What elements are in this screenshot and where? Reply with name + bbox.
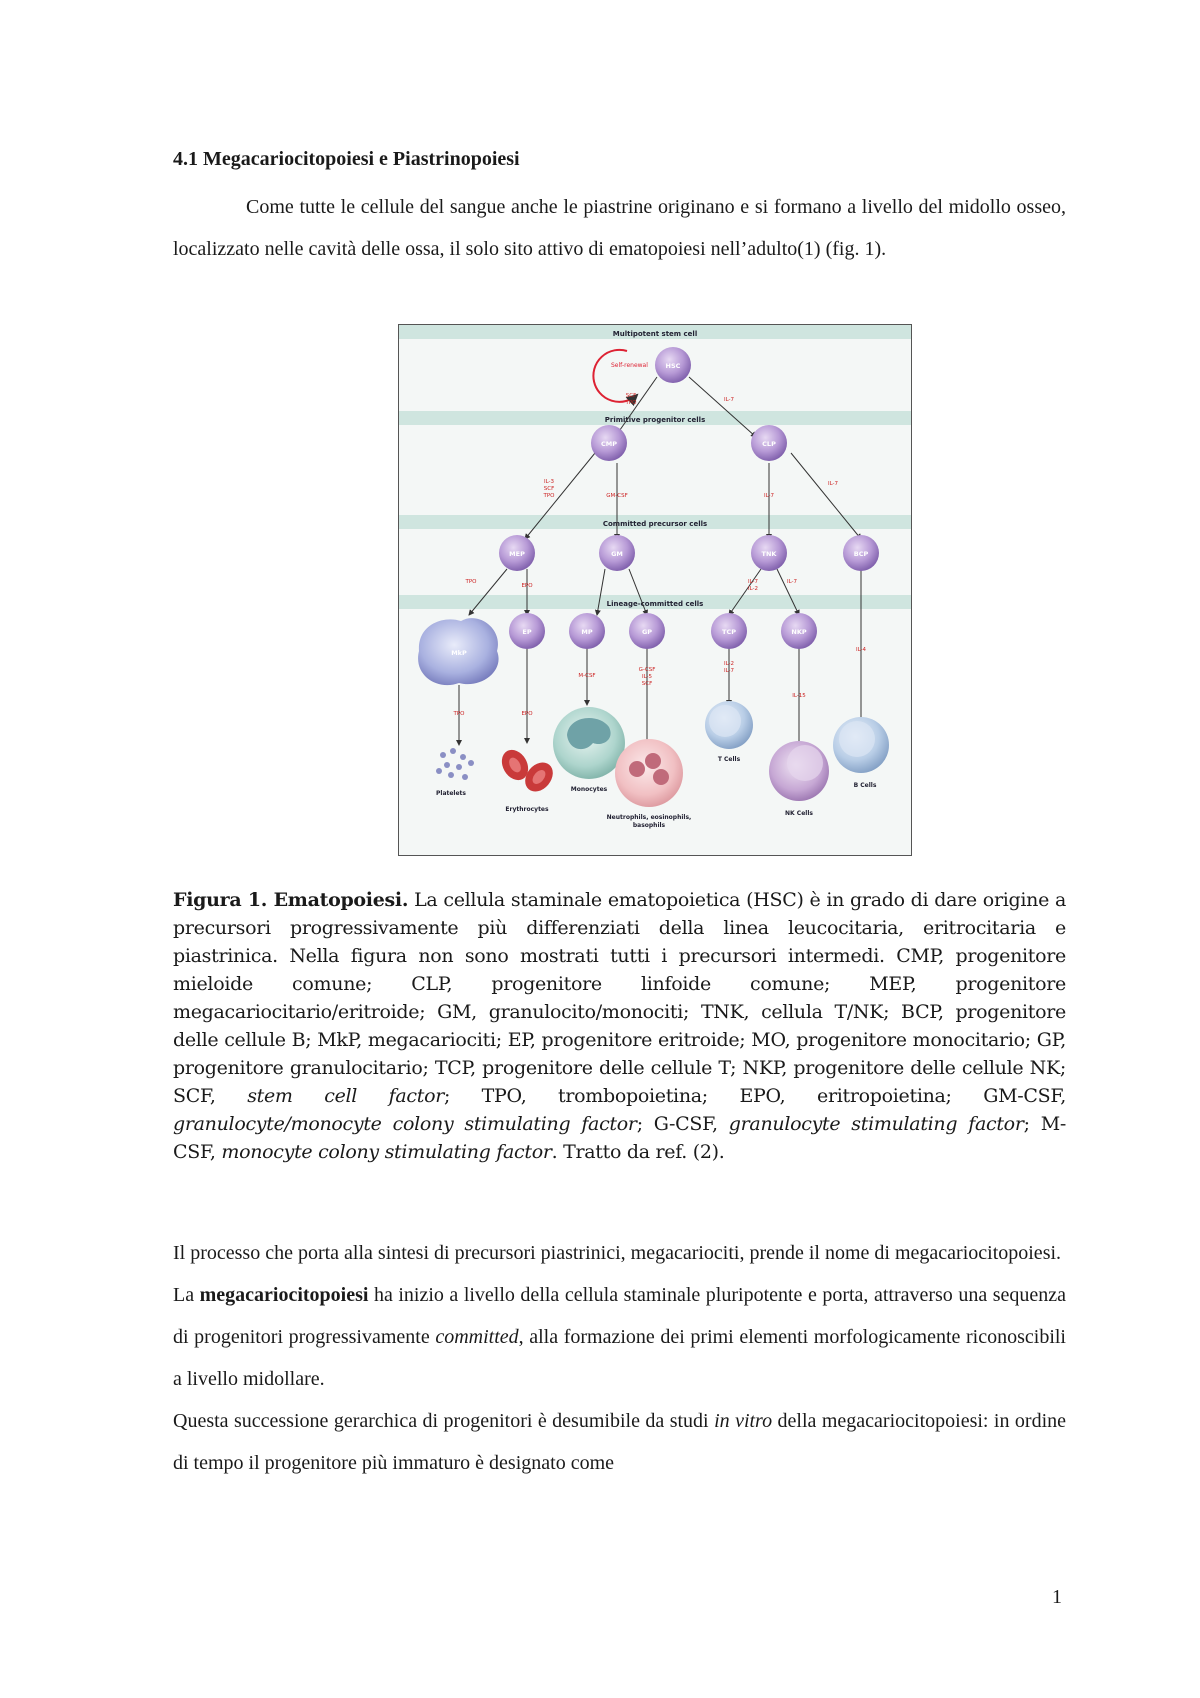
- label-bcells: B Cells: [853, 782, 877, 789]
- cell-label-ep: EP: [522, 628, 532, 636]
- neutrophil-icon: [615, 739, 683, 807]
- body-paragraph-2: [173, 1274, 1066, 1400]
- paragraph-text: della megacariocitopoiesi: in ordine di tempo il progenitore più immaturo è designato come: [173, 1410, 1067, 1474]
- caption-italic: monocyte colony stimulating factor: [221, 1141, 552, 1163]
- factor-label: IL-7: [723, 668, 735, 674]
- caption-text: ; TPO, trombopoietina; EPO, eritropoietina; GM-CSF,: [444, 1085, 1067, 1107]
- monocyte-icon: [553, 707, 625, 779]
- cell-label-cmp: CMP: [600, 440, 618, 448]
- factor-label: TPO: [543, 493, 555, 499]
- factor-label: TPO: [465, 579, 477, 585]
- paragraph-text: La: [173, 1284, 200, 1306]
- label-tcells: T Cells: [717, 756, 741, 763]
- caption-text: ; M-CSF,: [173, 1113, 1066, 1163]
- page-number: 1: [1052, 1586, 1062, 1608]
- cell-label-bcp: BCP: [853, 550, 869, 558]
- caption-italic: stem cell factor: [247, 1085, 444, 1107]
- erythrocytes-icon: [497, 745, 559, 797]
- label-erythrocytes: Erythrocytes: [505, 806, 549, 813]
- factor-label: IL-7: [827, 481, 839, 487]
- band-label-stem: Multipotent stem cell: [612, 330, 698, 338]
- paragraph-text: Questa successione gerarchica di progenitori è desumibile da studi: [173, 1410, 715, 1432]
- factor-label: IL-4: [855, 647, 867, 653]
- factor-label: IL-3: [543, 479, 555, 485]
- body-paragraph-3: [173, 1400, 1066, 1484]
- cell-label-gm: GM: [611, 550, 623, 558]
- factor-label: IL-7: [747, 579, 759, 585]
- factor-label: EPO: [521, 583, 533, 589]
- label-monocytes: Monocytes: [570, 786, 608, 793]
- factor-label: IL-15: [792, 693, 806, 699]
- label-neutrophils: Neutrophils, eosinophils,: [606, 814, 692, 821]
- cell-label-mkp: MkP: [451, 649, 467, 657]
- cell-label-clp: CLP: [762, 440, 776, 448]
- factor-label: TPO: [453, 711, 465, 717]
- factor-label: IL-7: [786, 579, 798, 585]
- intro-text: Come tutte le cellule del sangue anche le piastrine originano e si formano a livello del midollo osseo, localizzato nelle cavità delle ossa, il solo sito attivo di ematopoiesi nell’adulto(1) (fig. 1).: [173, 196, 1066, 260]
- factor-label: SCF: [543, 486, 555, 492]
- intro-paragraph: [173, 186, 1066, 270]
- factor-label: SCF: [625, 393, 637, 399]
- b-cell-icon: [833, 717, 889, 773]
- caption-text: ; G-CSF,: [636, 1113, 729, 1135]
- factor-label: TPO: [625, 400, 637, 406]
- factor-label: IL-2: [723, 661, 735, 667]
- body-text: [173, 1232, 1066, 1484]
- factor-label: IL-7: [723, 397, 735, 403]
- nk-cell-icon: [769, 741, 829, 801]
- label-platelets: Platelets: [435, 790, 467, 797]
- factor-label: IL-2: [747, 586, 759, 592]
- paragraph-italic: in vitro: [714, 1410, 773, 1432]
- paragraph-bold: megacariocitopoiesi: [199, 1284, 369, 1306]
- caption-label: Figura 1. Ematopoiesi.: [173, 889, 409, 911]
- factor-label: GM-CSF: [606, 493, 628, 499]
- paragraph-text: Il processo che porta alla sintesi di precursori piastrinici, megacariociti, prende il nome di megacariocitopoiesi.: [173, 1242, 1062, 1264]
- caption-italic: granulocyte stimulating factor: [728, 1113, 1024, 1135]
- t-cell-icon: [705, 701, 753, 749]
- factor-label: M-CSF: [578, 673, 596, 679]
- cell-label-mp: MP: [581, 628, 593, 636]
- section-heading: 4.1 Megacariocitopoiesi e Piastrinopoiesi: [173, 148, 520, 170]
- label-basophils: basophils: [632, 822, 666, 829]
- paragraph-text: ha inizio a livello della cellula staminale pluripotente e porta, attraverso una sequenza di progenitori progressivamente: [173, 1284, 1066, 1348]
- self-renewal-label: Self-renewal: [611, 362, 648, 369]
- factor-label: IL-5: [641, 674, 653, 680]
- caption-text: . Tratto da ref. (2).: [551, 1141, 725, 1163]
- caption-italic: granulocyte/monocyte colony stimulating factor: [173, 1113, 637, 1135]
- paragraph-italic: committed: [435, 1326, 519, 1348]
- body-paragraph-1: [173, 1232, 1066, 1274]
- factor-label: G-CSF: [638, 667, 656, 673]
- cell-label-tnk: TNK: [761, 550, 777, 558]
- figure-caption: [173, 886, 1066, 1166]
- factor-label: IL-7: [763, 493, 775, 499]
- paragraph-text: , alla formazione dei primi elementi morfologicamente riconoscibili a livello midollare.: [173, 1326, 1066, 1390]
- label-nkcells: NK Cells: [785, 810, 813, 817]
- factor-label: EPO: [521, 711, 533, 717]
- cell-label-tcp: TCP: [722, 628, 736, 636]
- cell-label-hsc: HSC: [665, 362, 681, 370]
- caption-text: La cellula staminale ematopoietica (HSC) è in grado di dare origine a precursori progressivamente più differenziati della linea leucocitaria, eritrocitaria e piastrinica. Nella figura non sono mostrati tutti i precursori intermedi. CMP, progenitore mieloide comune; CLP, progenitore linfoide comune; MEP, progenitore megacariocitario/eritroide; GM, granulocito/monociti; TNK, cellula T/NK; BCP, progenitore delle cellule B; MkP, megacariociti; EP, progenitore eritroide; MO, progenitore monocitario; GP, progenitore granulocitario; TCP, progenitore delle cellule T; NKP, progenitore delle cellule NK; SCF,: [173, 889, 1066, 1107]
- cell-label-gp: GP: [641, 628, 653, 636]
- cell-label-mep: MEP: [509, 550, 525, 558]
- hematopoiesis-figure: [398, 324, 912, 856]
- band-label-lineage: Lineage-committed cells: [606, 600, 704, 608]
- band-label-committed: Committed precursor cells: [602, 520, 708, 528]
- band-label-primitive: Primitive progenitor cells: [604, 416, 706, 424]
- platelets-icon: [436, 748, 474, 780]
- cell-label-nkp: NKP: [791, 628, 807, 636]
- factor-label: SCF: [641, 681, 653, 687]
